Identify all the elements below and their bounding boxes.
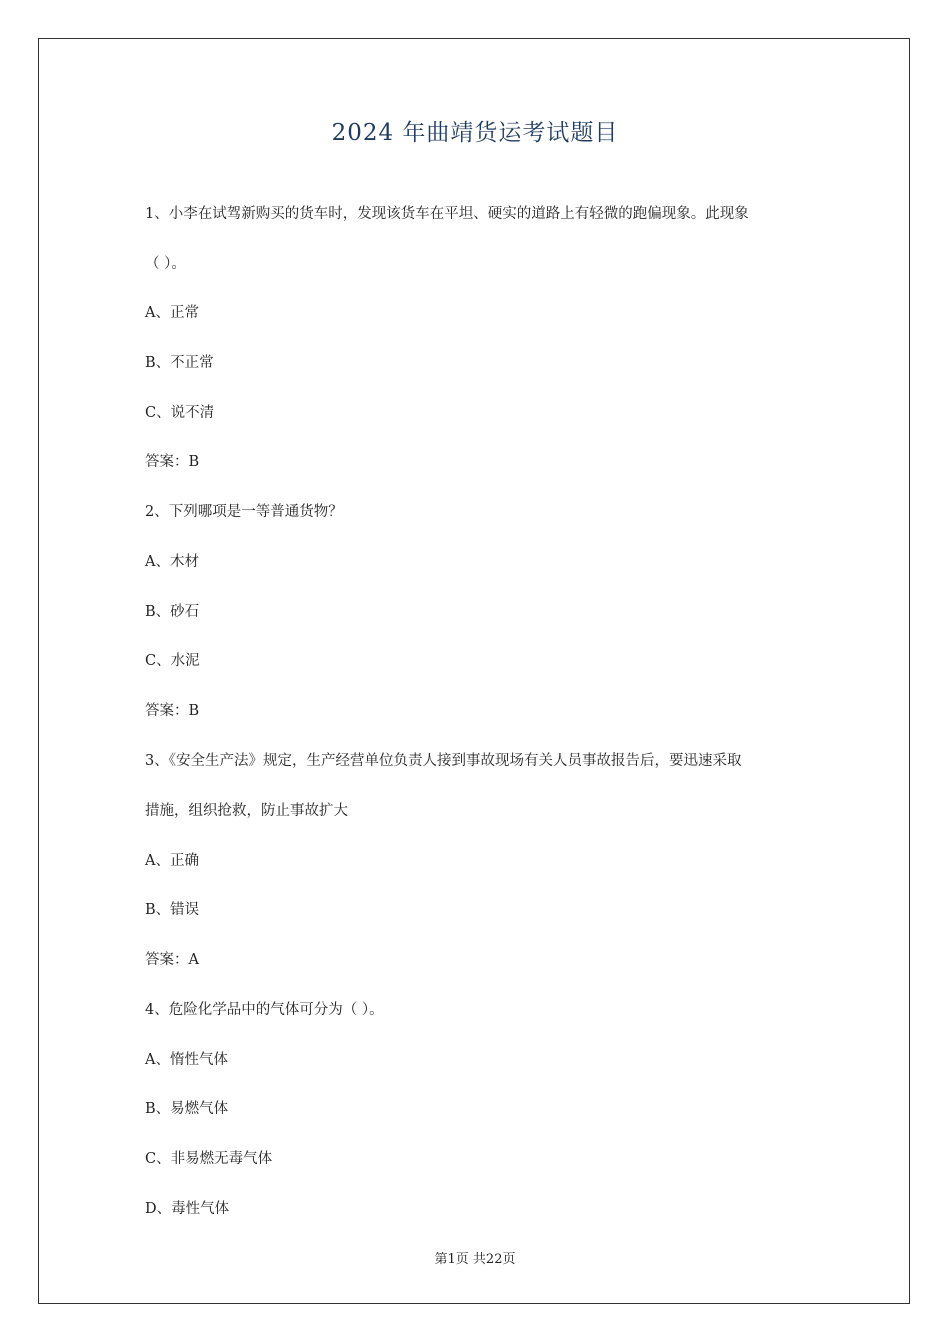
page-footer: 第1页 共22页 bbox=[434, 1252, 516, 1267]
question-2-option-c: C、水泥 bbox=[145, 653, 200, 669]
question-3-text: 3、《安全生产法》规定，生产经营单位负责人接到事故现场有关人员事故报告后，要迅速采取 bbox=[145, 753, 742, 769]
question-1-answer: 答案：B bbox=[145, 454, 200, 470]
question-4-option-d: D、毒性气体 bbox=[145, 1201, 230, 1217]
question-3-option-a: A、正确 bbox=[145, 853, 199, 869]
question-1-option-b: B、不正常 bbox=[145, 355, 214, 371]
question-2-option-a: A、木材 bbox=[145, 554, 199, 570]
question-4-option-c: C、非易燃无毒气体 bbox=[145, 1151, 273, 1167]
question-2-text: 2、下列哪项是一等普通货物？ bbox=[145, 504, 343, 520]
question-3-text-cont: 措施，组织抢救，防止事故扩大 bbox=[145, 803, 348, 819]
question-2-option-b: B、砂石 bbox=[145, 604, 200, 620]
question-1-option-a: A、正常 bbox=[145, 305, 199, 321]
question-4-text: 4、危险化学品中的气体可分为（ ）。 bbox=[145, 1002, 384, 1018]
question-3-answer: 答案：A bbox=[145, 952, 199, 968]
question-2-answer: 答案：B bbox=[145, 703, 200, 719]
question-1-option-c: C、说不清 bbox=[145, 405, 215, 421]
question-1-text-cont: （ ）。 bbox=[145, 256, 186, 272]
question-4-option-b: B、易燃气体 bbox=[145, 1101, 229, 1117]
document-title: 2024 年曲靖货运考试题目 bbox=[331, 120, 619, 146]
question-3-option-b: B、错误 bbox=[145, 902, 200, 918]
question-4-option-a: A、惰性气体 bbox=[145, 1052, 228, 1068]
question-1-text: 1、小李在试驾新购买的货车时，发现该货车在平坦、硬实的道路上有轻微的跑偏现象。此现象 bbox=[145, 206, 749, 222]
